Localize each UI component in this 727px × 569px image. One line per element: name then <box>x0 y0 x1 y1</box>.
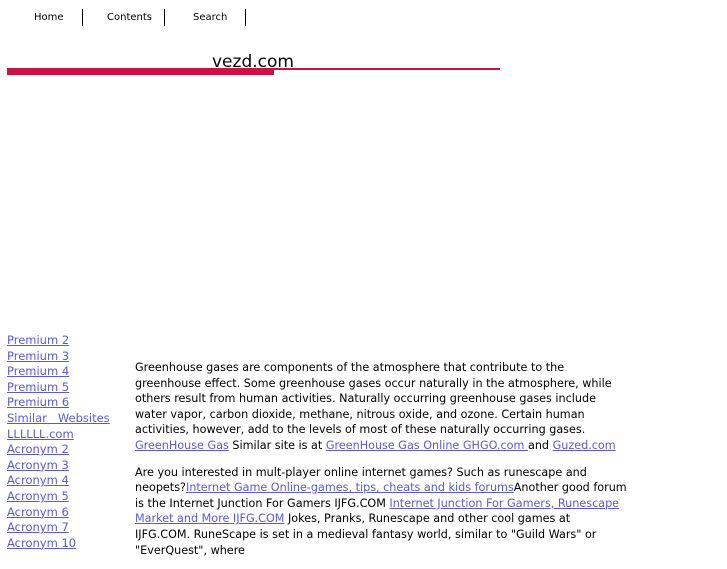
sidebar-link-acronym-5[interactable]: Acronym 5 <box>7 488 69 503</box>
greenhouse-gas-link[interactable]: GreenHouse Gas <box>135 438 229 452</box>
sidebar-item <box>7 536 122 552</box>
nav-divider <box>245 9 246 26</box>
games-text: Are you interested in mult-player online internet games? Such as runescape and neopets? <box>135 465 587 495</box>
sidebar-link-premium-4[interactable]: Premium 4 <box>7 364 70 379</box>
greenhouse-text: and <box>527 438 553 452</box>
nav-divider <box>82 9 83 26</box>
sidebar-nav <box>7 333 122 551</box>
games-text: Jokes, Pranks, Runescape and other cool games at IJFG.COM. RuneScape is set in a medieval fantasy world, similar to "Guild Wars" or "EverQuest", where <box>135 512 597 557</box>
sidebar-link-acronym-2[interactable]: Acronym 2 <box>7 442 69 457</box>
sidebar-item <box>7 473 122 489</box>
sidebar-link-premium-5[interactable]: Premium 5 <box>7 379 70 394</box>
games-text: Another good forum is the Internet Junction For Gamers IJFG.COM <box>135 481 627 510</box>
greenhouse-paragraph <box>135 360 627 454</box>
header-accent-bar-thin <box>274 68 500 70</box>
sidebar-link-similar-websites[interactable]: Similar Websites <box>7 410 110 425</box>
nav-contents-link[interactable]: Contents <box>107 12 152 23</box>
sidebar-link-acronym-3[interactable]: Acronym 3 <box>7 457 69 472</box>
main-content <box>135 360 627 569</box>
nav-search-link[interactable]: Search <box>193 12 228 23</box>
top-nav <box>0 0 727 34</box>
greenhouse-gas-online-link[interactable]: GreenHouse Gas Online GHGO.com <box>325 438 528 452</box>
sidebar-item <box>7 364 122 380</box>
guzed-link[interactable]: Guzed.com <box>552 438 616 452</box>
sidebar-item <box>7 458 122 474</box>
sidebar-link-premium-6[interactable]: Premium 6 <box>7 395 70 410</box>
sidebar-item <box>7 411 122 427</box>
sidebar-link-premium-2[interactable]: Premium 2 <box>7 333 70 347</box>
sidebar-link-premium-3[interactable]: Premium 3 <box>7 348 70 363</box>
sidebar-item <box>7 442 122 458</box>
sidebar-item <box>7 349 122 365</box>
games-paragraph <box>135 465 627 559</box>
greenhouse-text: Greenhouse gases are components of the atmosphere that contribute to the greenhouse effect. Some greenhouse gases occur naturally in the atmosphere, while others result from human activities. Naturally occurring greenhouse gases include water vapor, carbon dioxide, methane, nitrous oxide, and ozone. Certain human activities, however, add to the levels of most of these naturally occurring gases. <box>135 361 612 437</box>
internet-game-online-link[interactable]: Internet Game Online-games, tips, cheats and kids forums <box>185 481 514 495</box>
nav-divider <box>164 9 165 26</box>
ijfg-link[interactable]: Internet Junction For Gamers, Runescape Market and More IJFG.COM <box>135 496 620 526</box>
sidebar-link-acronym-6[interactable]: Acronym 6 <box>7 504 69 519</box>
nav-home-link[interactable]: Home <box>34 12 64 23</box>
sidebar-item <box>7 489 122 505</box>
site-title: vezd.com <box>212 52 294 72</box>
sidebar-item <box>7 380 122 396</box>
sidebar-link-acronym-4[interactable]: Acronym 4 <box>7 473 69 488</box>
sidebar-item <box>7 333 122 349</box>
sidebar-item <box>7 427 122 443</box>
greenhouse-text: Similar site is at <box>228 438 326 452</box>
sidebar-item <box>7 520 122 536</box>
sidebar-link-acronym-10[interactable]: Acronym 10 <box>7 535 77 550</box>
sidebar-item <box>7 395 122 411</box>
sidebar-link-llllll[interactable]: LLLLLL.com <box>7 426 74 441</box>
sidebar-link-acronym-7[interactable]: Acronym 7 <box>7 520 69 535</box>
sidebar-item <box>7 505 122 521</box>
